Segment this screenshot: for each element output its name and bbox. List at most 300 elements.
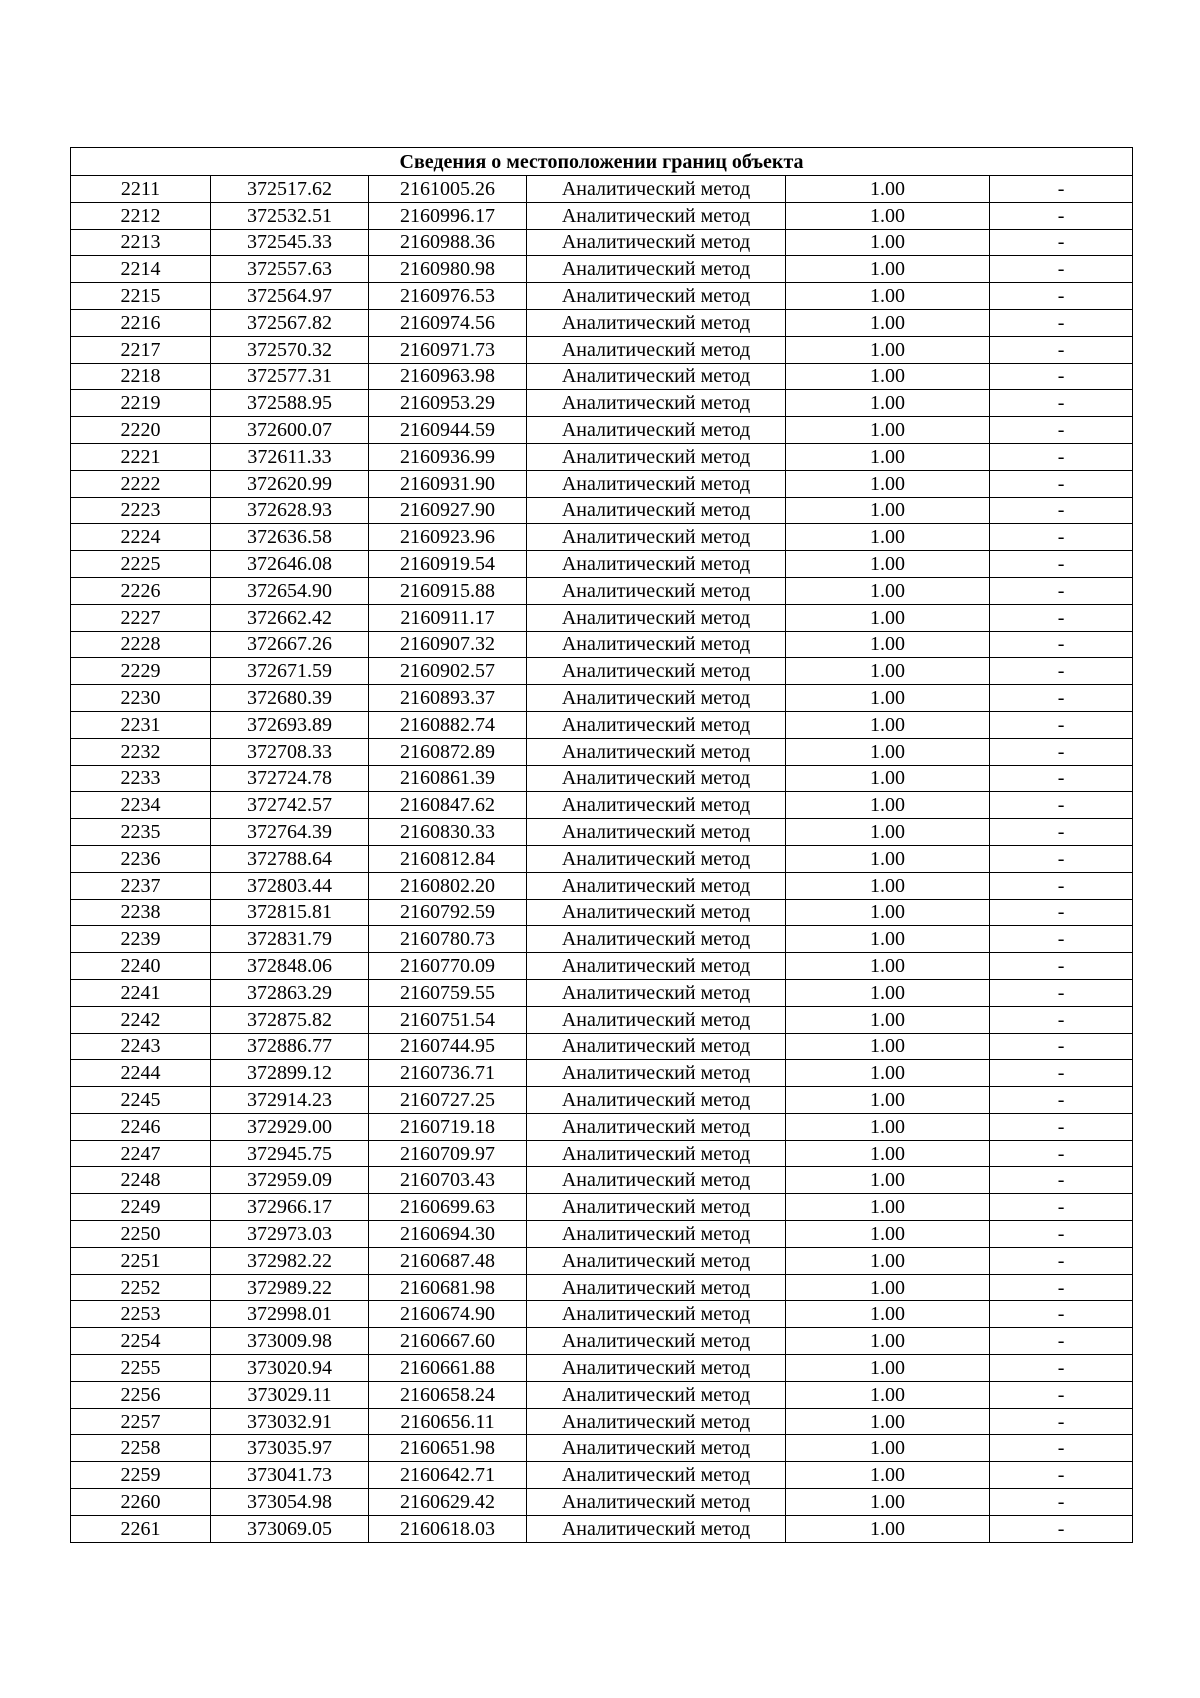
y-coordinate-cell: 2160988.36 bbox=[369, 229, 527, 256]
method-cell: Аналитический метод bbox=[527, 953, 786, 980]
accuracy-cell: 1.00 bbox=[786, 1167, 990, 1194]
accuracy-cell: 1.00 bbox=[786, 1328, 990, 1355]
method-cell: Аналитический метод bbox=[527, 363, 786, 390]
x-coordinate-cell: 372863.29 bbox=[211, 979, 369, 1006]
point-number-cell: 2248 bbox=[71, 1167, 211, 1194]
accuracy-cell: 1.00 bbox=[786, 1221, 990, 1248]
table-row bbox=[71, 1462, 1133, 1489]
description-cell: - bbox=[990, 443, 1133, 470]
accuracy-cell: 1.00 bbox=[786, 176, 990, 203]
x-coordinate-cell: 372764.39 bbox=[211, 819, 369, 846]
point-number-cell: 2242 bbox=[71, 1006, 211, 1033]
accuracy-cell: 1.00 bbox=[786, 1194, 990, 1221]
table-row bbox=[71, 1194, 1133, 1221]
accuracy-cell: 1.00 bbox=[786, 551, 990, 578]
point-number-cell: 2252 bbox=[71, 1274, 211, 1301]
description-cell: - bbox=[990, 685, 1133, 712]
x-coordinate-cell: 372708.33 bbox=[211, 738, 369, 765]
description-cell: - bbox=[990, 309, 1133, 336]
point-number-cell: 2241 bbox=[71, 979, 211, 1006]
y-coordinate-cell: 2160882.74 bbox=[369, 711, 527, 738]
table-row bbox=[71, 792, 1133, 819]
table-row bbox=[71, 443, 1133, 470]
table-row bbox=[71, 845, 1133, 872]
method-cell: Аналитический метод bbox=[527, 524, 786, 551]
table-row bbox=[71, 336, 1133, 363]
accuracy-cell: 1.00 bbox=[786, 1381, 990, 1408]
point-number-cell: 2249 bbox=[71, 1194, 211, 1221]
accuracy-cell: 1.00 bbox=[786, 711, 990, 738]
y-coordinate-cell: 2160931.90 bbox=[369, 470, 527, 497]
point-number-cell: 2224 bbox=[71, 524, 211, 551]
method-cell: Аналитический метод bbox=[527, 1355, 786, 1382]
description-cell: - bbox=[990, 1060, 1133, 1087]
table-row bbox=[71, 229, 1133, 256]
point-number-cell: 2255 bbox=[71, 1355, 211, 1382]
method-cell: Аналитический метод bbox=[527, 1301, 786, 1328]
point-number-cell: 2243 bbox=[71, 1033, 211, 1060]
x-coordinate-cell: 372724.78 bbox=[211, 765, 369, 792]
accuracy-cell: 1.00 bbox=[786, 1301, 990, 1328]
point-number-cell: 2236 bbox=[71, 845, 211, 872]
description-cell: - bbox=[990, 1328, 1133, 1355]
method-cell: Аналитический метод bbox=[527, 1221, 786, 1248]
x-coordinate-cell: 372680.39 bbox=[211, 685, 369, 712]
accuracy-cell: 1.00 bbox=[786, 336, 990, 363]
table-row bbox=[71, 1435, 1133, 1462]
accuracy-cell: 1.00 bbox=[786, 363, 990, 390]
y-coordinate-cell: 2160792.59 bbox=[369, 899, 527, 926]
description-cell: - bbox=[990, 1408, 1133, 1435]
accuracy-cell: 1.00 bbox=[786, 1462, 990, 1489]
accuracy-cell: 1.00 bbox=[786, 1355, 990, 1382]
y-coordinate-cell: 2160980.98 bbox=[369, 256, 527, 283]
accuracy-cell: 1.00 bbox=[786, 872, 990, 899]
description-cell: - bbox=[990, 229, 1133, 256]
point-number-cell: 2215 bbox=[71, 283, 211, 310]
description-cell: - bbox=[990, 899, 1133, 926]
table-row bbox=[71, 979, 1133, 1006]
description-cell: - bbox=[990, 819, 1133, 846]
y-coordinate-cell: 2160674.90 bbox=[369, 1301, 527, 1328]
description-cell: - bbox=[990, 1006, 1133, 1033]
method-cell: Аналитический метод bbox=[527, 1515, 786, 1542]
accuracy-cell: 1.00 bbox=[786, 765, 990, 792]
description-cell: - bbox=[990, 738, 1133, 765]
boundary-coordinates-table bbox=[70, 147, 1133, 1543]
x-coordinate-cell: 373020.94 bbox=[211, 1355, 369, 1382]
description-cell: - bbox=[990, 390, 1133, 417]
point-number-cell: 2214 bbox=[71, 256, 211, 283]
accuracy-cell: 1.00 bbox=[786, 604, 990, 631]
x-coordinate-cell: 372875.82 bbox=[211, 1006, 369, 1033]
method-cell: Аналитический метод bbox=[527, 1462, 786, 1489]
method-cell: Аналитический метод bbox=[527, 1167, 786, 1194]
point-number-cell: 2230 bbox=[71, 685, 211, 712]
y-coordinate-cell: 2160681.98 bbox=[369, 1274, 527, 1301]
table-row bbox=[71, 1355, 1133, 1382]
description-cell: - bbox=[990, 417, 1133, 444]
table-row bbox=[71, 1221, 1133, 1248]
accuracy-cell: 1.00 bbox=[786, 1033, 990, 1060]
point-number-cell: 2254 bbox=[71, 1328, 211, 1355]
x-coordinate-cell: 372611.33 bbox=[211, 443, 369, 470]
x-coordinate-cell: 372570.32 bbox=[211, 336, 369, 363]
table-row bbox=[71, 1087, 1133, 1114]
table-row bbox=[71, 256, 1133, 283]
x-coordinate-cell: 372600.07 bbox=[211, 417, 369, 444]
table-row bbox=[71, 1167, 1133, 1194]
description-cell: - bbox=[990, 1140, 1133, 1167]
method-cell: Аналитический метод bbox=[527, 765, 786, 792]
table-row bbox=[71, 577, 1133, 604]
table-row bbox=[71, 1301, 1133, 1328]
point-number-cell: 2238 bbox=[71, 899, 211, 926]
point-number-cell: 2234 bbox=[71, 792, 211, 819]
table-row bbox=[71, 417, 1133, 444]
table-row bbox=[71, 1328, 1133, 1355]
x-coordinate-cell: 372929.00 bbox=[211, 1113, 369, 1140]
y-coordinate-cell: 2160971.73 bbox=[369, 336, 527, 363]
method-cell: Аналитический метод bbox=[527, 899, 786, 926]
y-coordinate-cell: 2160687.48 bbox=[369, 1247, 527, 1274]
description-cell: - bbox=[990, 845, 1133, 872]
table-row bbox=[71, 926, 1133, 953]
description-cell: - bbox=[990, 1515, 1133, 1542]
description-cell: - bbox=[990, 658, 1133, 685]
x-coordinate-cell: 372959.09 bbox=[211, 1167, 369, 1194]
accuracy-cell: 1.00 bbox=[786, 1060, 990, 1087]
y-coordinate-cell: 2160667.60 bbox=[369, 1328, 527, 1355]
y-coordinate-cell: 2160719.18 bbox=[369, 1113, 527, 1140]
accuracy-cell: 1.00 bbox=[786, 1515, 990, 1542]
accuracy-cell: 1.00 bbox=[786, 658, 990, 685]
accuracy-cell: 1.00 bbox=[786, 309, 990, 336]
point-number-cell: 2232 bbox=[71, 738, 211, 765]
point-number-cell: 2251 bbox=[71, 1247, 211, 1274]
y-coordinate-cell: 2160963.98 bbox=[369, 363, 527, 390]
y-coordinate-cell: 2160699.63 bbox=[369, 1194, 527, 1221]
table-row bbox=[71, 711, 1133, 738]
description-cell: - bbox=[990, 202, 1133, 229]
x-coordinate-cell: 372899.12 bbox=[211, 1060, 369, 1087]
table-row bbox=[71, 363, 1133, 390]
description-cell: - bbox=[990, 470, 1133, 497]
y-coordinate-cell: 2160736.71 bbox=[369, 1060, 527, 1087]
y-coordinate-cell: 2160751.54 bbox=[369, 1006, 527, 1033]
accuracy-cell: 1.00 bbox=[786, 631, 990, 658]
description-cell: - bbox=[990, 176, 1133, 203]
table-row bbox=[71, 953, 1133, 980]
table-row bbox=[71, 390, 1133, 417]
y-coordinate-cell: 2160861.39 bbox=[369, 765, 527, 792]
accuracy-cell: 1.00 bbox=[786, 390, 990, 417]
accuracy-cell: 1.00 bbox=[786, 1006, 990, 1033]
table-row bbox=[71, 899, 1133, 926]
accuracy-cell: 1.00 bbox=[786, 1247, 990, 1274]
point-number-cell: 2235 bbox=[71, 819, 211, 846]
description-cell: - bbox=[990, 283, 1133, 310]
accuracy-cell: 1.00 bbox=[786, 685, 990, 712]
point-number-cell: 2250 bbox=[71, 1221, 211, 1248]
y-coordinate-cell: 2160996.17 bbox=[369, 202, 527, 229]
x-coordinate-cell: 372886.77 bbox=[211, 1033, 369, 1060]
x-coordinate-cell: 372803.44 bbox=[211, 872, 369, 899]
method-cell: Аналитический метод bbox=[527, 1274, 786, 1301]
description-cell: - bbox=[990, 1033, 1133, 1060]
x-coordinate-cell: 373035.97 bbox=[211, 1435, 369, 1462]
method-cell: Аналитический метод bbox=[527, 792, 786, 819]
description-cell: - bbox=[990, 336, 1133, 363]
method-cell: Аналитический метод bbox=[527, 176, 786, 203]
y-coordinate-cell: 2160927.90 bbox=[369, 497, 527, 524]
accuracy-cell: 1.00 bbox=[786, 417, 990, 444]
x-coordinate-cell: 372636.58 bbox=[211, 524, 369, 551]
table-row bbox=[71, 1381, 1133, 1408]
y-coordinate-cell: 2160656.11 bbox=[369, 1408, 527, 1435]
method-cell: Аналитический метод bbox=[527, 711, 786, 738]
description-cell: - bbox=[990, 953, 1133, 980]
point-number-cell: 2222 bbox=[71, 470, 211, 497]
x-coordinate-cell: 372577.31 bbox=[211, 363, 369, 390]
description-cell: - bbox=[990, 577, 1133, 604]
accuracy-cell: 1.00 bbox=[786, 1113, 990, 1140]
accuracy-cell: 1.00 bbox=[786, 953, 990, 980]
accuracy-cell: 1.00 bbox=[786, 792, 990, 819]
point-number-cell: 2233 bbox=[71, 765, 211, 792]
accuracy-cell: 1.00 bbox=[786, 497, 990, 524]
table-title: Сведения о местоположении границ объекта bbox=[71, 148, 1133, 176]
method-cell: Аналитический метод bbox=[527, 497, 786, 524]
x-coordinate-cell: 373041.73 bbox=[211, 1462, 369, 1489]
method-cell: Аналитический метод bbox=[527, 1381, 786, 1408]
description-cell: - bbox=[990, 497, 1133, 524]
table-row bbox=[71, 1515, 1133, 1542]
x-coordinate-cell: 373069.05 bbox=[211, 1515, 369, 1542]
y-coordinate-cell: 2160780.73 bbox=[369, 926, 527, 953]
x-coordinate-cell: 373009.98 bbox=[211, 1328, 369, 1355]
table-row bbox=[71, 176, 1133, 203]
description-cell: - bbox=[990, 792, 1133, 819]
x-coordinate-cell: 372693.89 bbox=[211, 711, 369, 738]
point-number-cell: 2237 bbox=[71, 872, 211, 899]
method-cell: Аналитический метод bbox=[527, 1060, 786, 1087]
x-coordinate-cell: 372646.08 bbox=[211, 551, 369, 578]
method-cell: Аналитический метод bbox=[527, 577, 786, 604]
x-coordinate-cell: 372742.57 bbox=[211, 792, 369, 819]
method-cell: Аналитический метод bbox=[527, 1087, 786, 1114]
x-coordinate-cell: 372945.75 bbox=[211, 1140, 369, 1167]
y-coordinate-cell: 2160812.84 bbox=[369, 845, 527, 872]
x-coordinate-cell: 372532.51 bbox=[211, 202, 369, 229]
method-cell: Аналитический метод bbox=[527, 336, 786, 363]
accuracy-cell: 1.00 bbox=[786, 899, 990, 926]
table-row bbox=[71, 283, 1133, 310]
y-coordinate-cell: 2160759.55 bbox=[369, 979, 527, 1006]
y-coordinate-cell: 2160847.62 bbox=[369, 792, 527, 819]
accuracy-cell: 1.00 bbox=[786, 845, 990, 872]
point-number-cell: 2219 bbox=[71, 390, 211, 417]
point-number-cell: 2259 bbox=[71, 1462, 211, 1489]
table-row bbox=[71, 1006, 1133, 1033]
x-coordinate-cell: 372628.93 bbox=[211, 497, 369, 524]
method-cell: Аналитический метод bbox=[527, 256, 786, 283]
accuracy-cell: 1.00 bbox=[786, 1274, 990, 1301]
y-coordinate-cell: 2160944.59 bbox=[369, 417, 527, 444]
point-number-cell: 2228 bbox=[71, 631, 211, 658]
x-coordinate-cell: 372662.42 bbox=[211, 604, 369, 631]
method-cell: Аналитический метод bbox=[527, 1194, 786, 1221]
table-row bbox=[71, 309, 1133, 336]
y-coordinate-cell: 2160830.33 bbox=[369, 819, 527, 846]
y-coordinate-cell: 2160915.88 bbox=[369, 577, 527, 604]
method-cell: Аналитический метод bbox=[527, 845, 786, 872]
accuracy-cell: 1.00 bbox=[786, 1140, 990, 1167]
description-cell: - bbox=[990, 872, 1133, 899]
point-number-cell: 2257 bbox=[71, 1408, 211, 1435]
point-number-cell: 2258 bbox=[71, 1435, 211, 1462]
y-coordinate-cell: 2160936.99 bbox=[369, 443, 527, 470]
point-number-cell: 2218 bbox=[71, 363, 211, 390]
point-number-cell: 2260 bbox=[71, 1489, 211, 1516]
point-number-cell: 2225 bbox=[71, 551, 211, 578]
description-cell: - bbox=[990, 1435, 1133, 1462]
table-row bbox=[71, 497, 1133, 524]
accuracy-cell: 1.00 bbox=[786, 524, 990, 551]
point-number-cell: 2246 bbox=[71, 1113, 211, 1140]
point-number-cell: 2217 bbox=[71, 336, 211, 363]
method-cell: Аналитический метод bbox=[527, 417, 786, 444]
method-cell: Аналитический метод bbox=[527, 229, 786, 256]
method-cell: Аналитический метод bbox=[527, 658, 786, 685]
accuracy-cell: 1.00 bbox=[786, 1408, 990, 1435]
description-cell: - bbox=[990, 1194, 1133, 1221]
x-coordinate-cell: 373029.11 bbox=[211, 1381, 369, 1408]
method-cell: Аналитический метод bbox=[527, 1489, 786, 1516]
y-coordinate-cell: 2160694.30 bbox=[369, 1221, 527, 1248]
method-cell: Аналитический метод bbox=[527, 738, 786, 765]
x-coordinate-cell: 372557.63 bbox=[211, 256, 369, 283]
y-coordinate-cell: 2160703.43 bbox=[369, 1167, 527, 1194]
accuracy-cell: 1.00 bbox=[786, 256, 990, 283]
x-coordinate-cell: 372815.81 bbox=[211, 899, 369, 926]
description-cell: - bbox=[990, 524, 1133, 551]
method-cell: Аналитический метод bbox=[527, 309, 786, 336]
accuracy-cell: 1.00 bbox=[786, 443, 990, 470]
y-coordinate-cell: 2160661.88 bbox=[369, 1355, 527, 1382]
description-cell: - bbox=[990, 363, 1133, 390]
point-number-cell: 2226 bbox=[71, 577, 211, 604]
y-coordinate-cell: 2160923.96 bbox=[369, 524, 527, 551]
description-cell: - bbox=[990, 1274, 1133, 1301]
description-cell: - bbox=[990, 256, 1133, 283]
method-cell: Аналитический метод bbox=[527, 1328, 786, 1355]
method-cell: Аналитический метод bbox=[527, 390, 786, 417]
x-coordinate-cell: 372989.22 bbox=[211, 1274, 369, 1301]
description-cell: - bbox=[990, 1381, 1133, 1408]
description-cell: - bbox=[990, 1167, 1133, 1194]
x-coordinate-cell: 372998.01 bbox=[211, 1301, 369, 1328]
x-coordinate-cell: 372517.62 bbox=[211, 176, 369, 203]
method-cell: Аналитический метод bbox=[527, 1006, 786, 1033]
description-cell: - bbox=[990, 1301, 1133, 1328]
x-coordinate-cell: 372667.26 bbox=[211, 631, 369, 658]
x-coordinate-cell: 372654.90 bbox=[211, 577, 369, 604]
accuracy-cell: 1.00 bbox=[786, 926, 990, 953]
accuracy-cell: 1.00 bbox=[786, 819, 990, 846]
description-cell: - bbox=[990, 979, 1133, 1006]
table-row bbox=[71, 1140, 1133, 1167]
point-number-cell: 2240 bbox=[71, 953, 211, 980]
x-coordinate-cell: 373054.98 bbox=[211, 1489, 369, 1516]
point-number-cell: 2221 bbox=[71, 443, 211, 470]
accuracy-cell: 1.00 bbox=[786, 1087, 990, 1114]
method-cell: Аналитический метод bbox=[527, 443, 786, 470]
method-cell: Аналитический метод bbox=[527, 631, 786, 658]
accuracy-cell: 1.00 bbox=[786, 738, 990, 765]
y-coordinate-cell: 2160872.89 bbox=[369, 738, 527, 765]
point-number-cell: 2244 bbox=[71, 1060, 211, 1087]
accuracy-cell: 1.00 bbox=[786, 1489, 990, 1516]
point-number-cell: 2216 bbox=[71, 309, 211, 336]
description-cell: - bbox=[990, 1489, 1133, 1516]
table-row bbox=[71, 631, 1133, 658]
point-number-cell: 2211 bbox=[71, 176, 211, 203]
point-number-cell: 2261 bbox=[71, 1515, 211, 1542]
y-coordinate-cell: 2160974.56 bbox=[369, 309, 527, 336]
accuracy-cell: 1.00 bbox=[786, 283, 990, 310]
point-number-cell: 2229 bbox=[71, 658, 211, 685]
table-row bbox=[71, 685, 1133, 712]
y-coordinate-cell: 2160709.97 bbox=[369, 1140, 527, 1167]
description-cell: - bbox=[990, 1355, 1133, 1382]
y-coordinate-cell: 2161005.26 bbox=[369, 176, 527, 203]
y-coordinate-cell: 2160770.09 bbox=[369, 953, 527, 980]
table-row bbox=[71, 1033, 1133, 1060]
accuracy-cell: 1.00 bbox=[786, 470, 990, 497]
y-coordinate-cell: 2160629.42 bbox=[369, 1489, 527, 1516]
description-cell: - bbox=[990, 711, 1133, 738]
x-coordinate-cell: 372914.23 bbox=[211, 1087, 369, 1114]
description-cell: - bbox=[990, 1087, 1133, 1114]
y-coordinate-cell: 2160642.71 bbox=[369, 1462, 527, 1489]
y-coordinate-cell: 2160727.25 bbox=[369, 1087, 527, 1114]
x-coordinate-cell: 372831.79 bbox=[211, 926, 369, 953]
method-cell: Аналитический метод bbox=[527, 1113, 786, 1140]
method-cell: Аналитический метод bbox=[527, 604, 786, 631]
x-coordinate-cell: 373032.91 bbox=[211, 1408, 369, 1435]
accuracy-cell: 1.00 bbox=[786, 979, 990, 1006]
description-cell: - bbox=[990, 926, 1133, 953]
method-cell: Аналитический метод bbox=[527, 926, 786, 953]
method-cell: Аналитический метод bbox=[527, 1435, 786, 1462]
table-row bbox=[71, 551, 1133, 578]
x-coordinate-cell: 372564.97 bbox=[211, 283, 369, 310]
description-cell: - bbox=[990, 1247, 1133, 1274]
x-coordinate-cell: 372982.22 bbox=[211, 1247, 369, 1274]
y-coordinate-cell: 2160953.29 bbox=[369, 390, 527, 417]
x-coordinate-cell: 372788.64 bbox=[211, 845, 369, 872]
table-row bbox=[71, 658, 1133, 685]
table-row bbox=[71, 1274, 1133, 1301]
point-number-cell: 2212 bbox=[71, 202, 211, 229]
x-coordinate-cell: 372973.03 bbox=[211, 1221, 369, 1248]
point-number-cell: 2227 bbox=[71, 604, 211, 631]
y-coordinate-cell: 2160919.54 bbox=[369, 551, 527, 578]
point-number-cell: 2223 bbox=[71, 497, 211, 524]
point-number-cell: 2245 bbox=[71, 1087, 211, 1114]
description-cell: - bbox=[990, 1221, 1133, 1248]
